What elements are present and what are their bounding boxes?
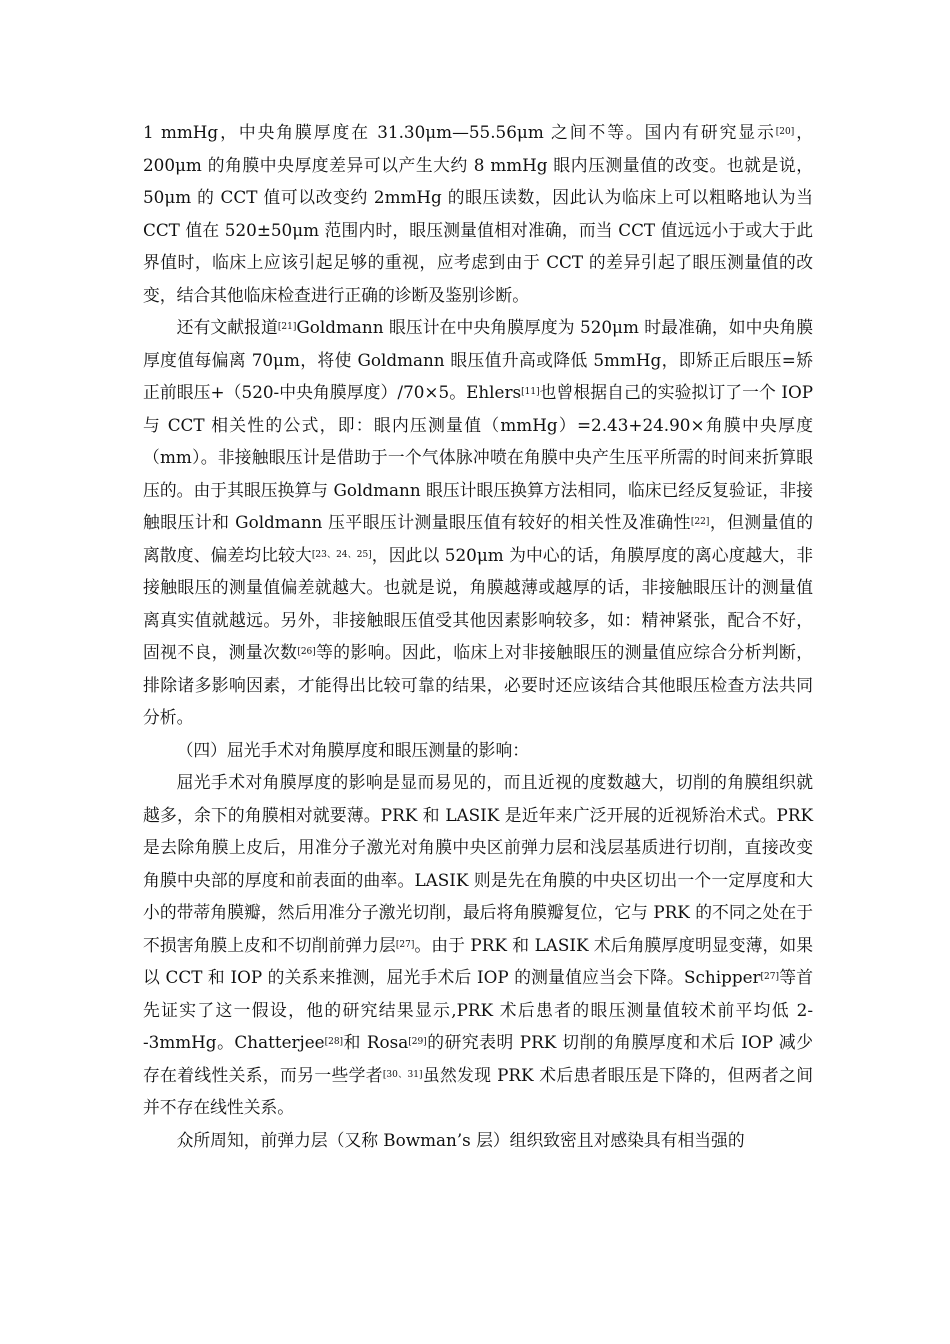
body-paragraph	[143, 311, 813, 734]
citation-ref: [30、31]	[382, 1069, 423, 1080]
text-run: 还有文献报道	[176, 317, 278, 337]
citation-ref: [29]	[408, 1036, 427, 1047]
text-run: 屈光手术对角膜厚度的影响是显而易见的，而且近视的度数越大，切削的角膜组织就越多，余下的角膜相对就要薄。PRK 和 LASIK 是近年来广泛开展的近视矫治术式。PRK 是去除角膜上皮后，用准分子激光对角膜中央区前弹力层和浅层基质进行切削，直接改变角膜中央部的厚度和前表面的曲率。LASIK 则是先在角膜的中央区切出一个一定厚度和大小的带蒂角膜瓣，然后用准分子激光切削，最后将角膜瓣复位，它与 PRK 的不同之处在于不损害角膜上皮和不切削前弹力层	[143, 772, 813, 955]
text-run: 虽然发现 PRK 术后患者眼压是下降的，但两者之间并不存在线性关系。	[143, 1064, 813, 1117]
body-paragraph	[143, 116, 813, 311]
text-run: ，200μm 的角膜中央厚度差异可以产生大约 8 mmHg 眼内压测量值的改变。也就是说，50μm 的 CCT 值可以改变约 2mmHg 的眼压读数，因此认为临床上可以粗略地认为当 CCT 值在 520±50μm 范围内时，眼压测量值相对准确，而当 CCT 值远远小于或大于此界值时，临床上应该引起足够的重视，应考虑到由于 CCT 的差异引起了眼压测量值的改变，结合其他临床检查进行正确的诊断及鉴别诊断。	[143, 122, 813, 305]
text-run: 也曾根据自己的实验拟订了一个 IOP 与 CCT 相关性的公式，即：眼内压测量值（mmHg）=2.43+24.90×角膜中央厚度（mm）。非接触眼压计是借助于一个气体脉冲喷在角膜中央产生压平所需的时间来折算眼压的。由于其眼压换算与 Goldmann 眼压计眼压换算方法相同，临床已经反复验证，非接触眼压计和 Goldmann 压平眼压计测量眼压值有较好的相关性及准确性	[143, 382, 813, 532]
citation-ref: [20]	[775, 126, 795, 137]
text-run: 1 mmHg，中央角膜厚度在 31.30μm—55.56μm 之间不等。国内有研究显示	[143, 122, 776, 142]
citation-ref: [11]	[521, 386, 540, 397]
text-run: 等的影响。因此，临床上对非接触眼压的测量值应综合分析判断，排除诸多影响因素，才能得出比较可靠的结果，必要时还应该结合其他眼压检查方法共同分析。	[143, 642, 813, 727]
citation-ref: [21]	[277, 321, 297, 332]
citation-ref: [26]	[297, 646, 316, 657]
text-run: ，因此以 520μm 为中心的话，角膜厚度的离心度越大，非接触眼压的测量值偏差就越大。也就是说，角膜越薄或越厚的话，非接触眼压计的测量值离真实值就越远。另外，非接触眼压值受其他因素影响较多，如：精神紧张，配合不好，固视不良，测量次数	[143, 544, 813, 662]
text-run: （四）屈光手术对角膜厚度和眼压测量的影响：	[176, 739, 530, 760]
text-run: Goldmann 眼压计在中央角膜厚度为 520μm 时最准确，如中央角膜厚度值每偏离 70μm，将使 Goldmann 眼压值升高或降低 5mmHg，即矫正后眼压=矫正前眼压+（520-中央角膜厚度）/70×5。Ehlers	[143, 317, 813, 402]
text-run: 众所周知，前弹力层（又称 Bowman’s 层）组织致密且对感染具有相当强的	[176, 1129, 745, 1150]
text-run: 。由于 PRK 和 LASIK 术后角膜厚度明显变薄，如果以 CCT 和 IOP 的关系来推测，屈光手术后 IOP 的测量值应当会下降。Schipper	[143, 934, 813, 987]
citation-ref: [27]	[760, 971, 780, 982]
citation-ref: [27]	[395, 939, 415, 950]
body-paragraph	[143, 766, 813, 1124]
citation-ref: [23、24、25]	[311, 549, 372, 560]
text-run: 的研究表明 PRK 切削的角膜厚度和术后 IOP 减少存在着线性关系，而另一些学者	[143, 1032, 813, 1085]
text-run: 等首先证实了这一假设，他的研究结果显示,PRK 术后患者的眼压测量值较术前平均低 2--3mmHg。Chatterjee	[143, 967, 813, 1052]
text-run: ，但测量值的离散度、偏差均比较大	[143, 512, 813, 565]
citation-ref: [22]	[690, 516, 710, 527]
citation-ref: [28]	[324, 1036, 344, 1047]
section-heading	[143, 734, 813, 767]
body-paragraph	[143, 1124, 813, 1157]
document-page	[143, 116, 813, 1156]
text-run: 和 Rosa	[343, 1032, 409, 1052]
